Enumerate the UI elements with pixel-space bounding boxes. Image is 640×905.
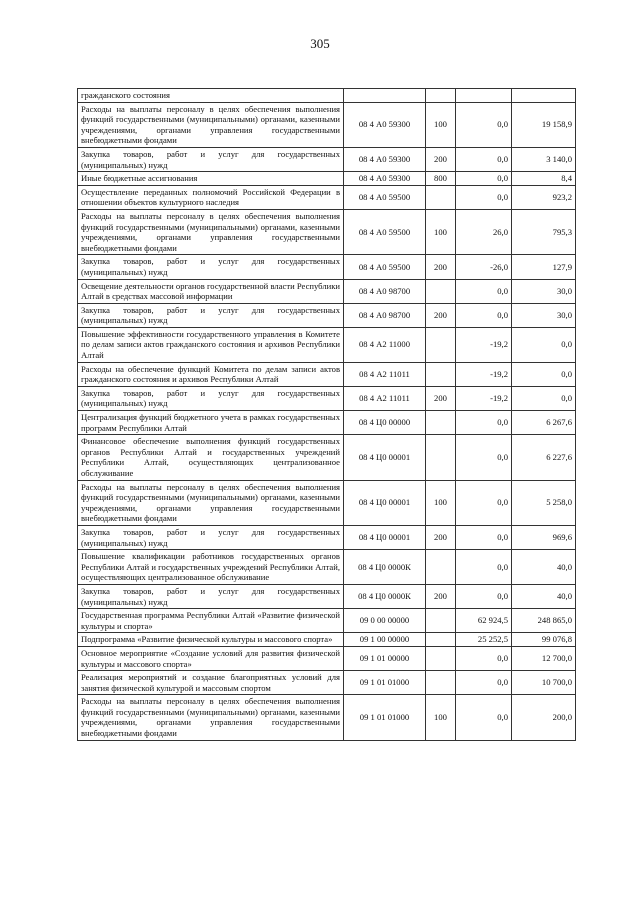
table-row xyxy=(78,147,576,171)
table-row xyxy=(78,303,576,327)
row-total-amount: 0,0 xyxy=(512,327,576,362)
row-change-amount: 25 252,5 xyxy=(456,633,512,647)
row-code: 09 1 00 00000 xyxy=(344,633,426,647)
table-row xyxy=(78,550,576,585)
row-code: 09 1 01 01000 xyxy=(344,695,426,740)
row-description: Повышение квалификации работников государственных органов Республики Алтай и государственных учреждений Республики Алтай, осуществляющих централизованное обслуживание xyxy=(78,550,344,585)
row-code: 08 4 А0 59500 xyxy=(344,209,426,254)
row-total-amount: 0,0 xyxy=(512,362,576,386)
table-row xyxy=(78,480,576,525)
row-total-amount: 0,0 xyxy=(512,386,576,410)
row-description: Закупка товаров, работ и услуг для государственных (муниципальных) нужд xyxy=(78,584,344,608)
row-description: Расходы на обеспечение функций Комитета по делам записи актов гражданского состояния и архивов Республики Алтай xyxy=(78,362,344,386)
row-expense-type: 800 xyxy=(426,172,456,186)
table-row xyxy=(78,525,576,549)
row-change-amount: 62 924,5 xyxy=(456,609,512,633)
row-change-amount: 0,0 xyxy=(456,550,512,585)
row-change-amount: 0,0 xyxy=(456,185,512,209)
row-total-amount: 30,0 xyxy=(512,303,576,327)
row-description: Основное мероприятие «Создание условий для развития физической культуры и массового спорта» xyxy=(78,646,344,670)
row-total-amount: 5 258,0 xyxy=(512,480,576,525)
row-expense-type xyxy=(426,609,456,633)
table-row xyxy=(78,279,576,303)
row-total-amount: 8,4 xyxy=(512,172,576,186)
row-expense-type xyxy=(426,671,456,695)
table-row xyxy=(78,172,576,186)
table-row xyxy=(78,646,576,670)
table-row xyxy=(78,102,576,147)
row-expense-type xyxy=(426,633,456,647)
row-code: 08 4 А0 98700 xyxy=(344,303,426,327)
row-change-amount: 0,0 xyxy=(456,172,512,186)
row-code: 08 4 Ц0 00001 xyxy=(344,480,426,525)
page-number: 305 xyxy=(310,36,330,51)
row-code: 09 0 00 00000 xyxy=(344,609,426,633)
row-code xyxy=(344,89,426,103)
row-change-amount xyxy=(456,89,512,103)
row-change-amount: 0,0 xyxy=(456,303,512,327)
row-total-amount: 99 076,8 xyxy=(512,633,576,647)
row-description: Закупка товаров, работ и услуг для государственных (муниципальных) нужд xyxy=(78,525,344,549)
table-row xyxy=(78,411,576,435)
row-expense-type: 100 xyxy=(426,480,456,525)
row-change-amount: 0,0 xyxy=(456,435,512,480)
row-expense-type: 200 xyxy=(426,147,456,171)
row-change-amount: 0,0 xyxy=(456,646,512,670)
row-expense-type xyxy=(426,279,456,303)
row-expense-type: 200 xyxy=(426,525,456,549)
row-change-amount: 0,0 xyxy=(456,584,512,608)
row-code: 09 1 01 00000 xyxy=(344,646,426,670)
row-total-amount: 30,0 xyxy=(512,279,576,303)
row-change-amount: -26,0 xyxy=(456,255,512,279)
row-code: 08 4 А2 11011 xyxy=(344,386,426,410)
table-row xyxy=(78,327,576,362)
row-change-amount: 0,0 xyxy=(456,411,512,435)
row-change-amount: -19,2 xyxy=(456,386,512,410)
row-description: Централизация функций бюджетного учета в рамках государственных программ Республики Алтай xyxy=(78,411,344,435)
row-description: Расходы на выплаты персоналу в целях обеспечения выполнения функций государственными (муниципальными) органами, казенными учреждениями, органами управления государственными внебюджетными фондами xyxy=(78,102,344,147)
row-description: Расходы на выплаты персоналу в целях обеспечения выполнения функций государственными (муниципальными) органами, казенными учреждениями, органами управления государственными внебюджетными фондами xyxy=(78,480,344,525)
table-row xyxy=(78,362,576,386)
row-code: 08 4 А2 11011 xyxy=(344,362,426,386)
row-description: Иные бюджетные ассигнования xyxy=(78,172,344,186)
row-code: 08 4 А0 98700 xyxy=(344,279,426,303)
row-description: Закупка товаров, работ и услуг для государственных (муниципальных) нужд xyxy=(78,147,344,171)
row-expense-type: 100 xyxy=(426,102,456,147)
row-change-amount: -19,2 xyxy=(456,327,512,362)
row-total-amount: 969,6 xyxy=(512,525,576,549)
row-expense-type: 200 xyxy=(426,255,456,279)
table-row xyxy=(78,609,576,633)
row-expense-type xyxy=(426,327,456,362)
row-total-amount: 19 158,9 xyxy=(512,102,576,147)
row-change-amount: 0,0 xyxy=(456,480,512,525)
row-expense-type: 200 xyxy=(426,303,456,327)
row-description: гражданского состояния xyxy=(78,89,344,103)
table-row xyxy=(78,185,576,209)
row-description: Освещение деятельности органов государственной власти Республики Алтай в средствах массовой информации xyxy=(78,279,344,303)
row-code: 09 1 01 01000 xyxy=(344,671,426,695)
row-change-amount: 0,0 xyxy=(456,147,512,171)
row-description: Закупка товаров, работ и услуг для государственных (муниципальных) нужд xyxy=(78,255,344,279)
row-change-amount: 0,0 xyxy=(456,279,512,303)
row-expense-type: 200 xyxy=(426,584,456,608)
row-code: 08 4 А0 59300 xyxy=(344,147,426,171)
row-total-amount: 6 267,6 xyxy=(512,411,576,435)
table-row xyxy=(78,386,576,410)
row-code: 08 4 А0 59500 xyxy=(344,185,426,209)
row-total-amount: 40,0 xyxy=(512,584,576,608)
row-change-amount: 0,0 xyxy=(456,671,512,695)
table-row xyxy=(78,209,576,254)
row-description: Повышение эффективности государственного управления в Комитете по делам записи актов гражданского состояния и архивов Республики Алтай xyxy=(78,327,344,362)
row-total-amount: 127,9 xyxy=(512,255,576,279)
table-row xyxy=(78,695,576,740)
row-total-amount xyxy=(512,89,576,103)
row-description: Расходы на выплаты персоналу в целях обеспечения выполнения функций государственными (муниципальными) органами, казенными учреждениями, органами управления государственными внебюджетными фондами xyxy=(78,695,344,740)
row-code: 08 4 А0 59300 xyxy=(344,172,426,186)
row-total-amount: 795,3 xyxy=(512,209,576,254)
row-code: 08 4 А2 11000 xyxy=(344,327,426,362)
row-expense-type: 100 xyxy=(426,209,456,254)
row-code: 08 4 Ц0 00001 xyxy=(344,435,426,480)
row-code: 08 4 Ц0 0000К xyxy=(344,584,426,608)
row-code: 08 4 А0 59300 xyxy=(344,102,426,147)
row-change-amount: 0,0 xyxy=(456,695,512,740)
table-row xyxy=(78,255,576,279)
row-expense-type: 200 xyxy=(426,386,456,410)
row-change-amount: 0,0 xyxy=(456,525,512,549)
budget-table xyxy=(77,88,576,741)
row-expense-type: 100 xyxy=(426,695,456,740)
row-expense-type xyxy=(426,550,456,585)
row-description: Осуществление переданных полномочий Российской Федерации в отношении объектов культурного наследия xyxy=(78,185,344,209)
row-total-amount: 10 700,0 xyxy=(512,671,576,695)
row-description: Расходы на выплаты персоналу в целях обеспечения выполнения функций государственными (муниципальными) органами, казенными учреждениями, органами управления государственными внебюджетными фондами xyxy=(78,209,344,254)
row-expense-type xyxy=(426,89,456,103)
table-row xyxy=(78,584,576,608)
row-code: 08 4 Ц0 00000 xyxy=(344,411,426,435)
row-code: 08 4 А0 59500 xyxy=(344,255,426,279)
table-row xyxy=(78,435,576,480)
row-expense-type xyxy=(426,435,456,480)
table-row xyxy=(78,633,576,647)
row-description: Реализация мероприятий и создание благоприятных условий для занятия физической культурой и массовым спортом xyxy=(78,671,344,695)
table-row xyxy=(78,671,576,695)
budget-table-body xyxy=(78,89,576,741)
row-change-amount: 26,0 xyxy=(456,209,512,254)
table-row xyxy=(78,89,576,103)
row-total-amount: 6 227,6 xyxy=(512,435,576,480)
row-total-amount: 923,2 xyxy=(512,185,576,209)
row-total-amount: 3 140,0 xyxy=(512,147,576,171)
row-total-amount: 200,0 xyxy=(512,695,576,740)
row-description: Подпрограмма «Развитие физической культуры и массового спорта» xyxy=(78,633,344,647)
row-description: Закупка товаров, работ и услуг для государственных (муниципальных) нужд xyxy=(78,386,344,410)
row-total-amount: 12 700,0 xyxy=(512,646,576,670)
row-code: 08 4 Ц0 00001 xyxy=(344,525,426,549)
row-description: Государственная программа Республики Алтай «Развитие физической культуры и спорта» xyxy=(78,609,344,633)
row-expense-type xyxy=(426,411,456,435)
row-expense-type xyxy=(426,185,456,209)
row-description: Финансовое обеспечение выполнения функций государственных органов Республики Алтай и государственных учреждений Республики Алтай, осуществляющих централизованное обслуживание xyxy=(78,435,344,480)
row-change-amount: 0,0 xyxy=(456,102,512,147)
row-code: 08 4 Ц0 0000К xyxy=(344,550,426,585)
row-total-amount: 248 865,0 xyxy=(512,609,576,633)
row-change-amount: -19,2 xyxy=(456,362,512,386)
row-expense-type xyxy=(426,646,456,670)
row-total-amount: 40,0 xyxy=(512,550,576,585)
row-description: Закупка товаров, работ и услуг для государственных (муниципальных) нужд xyxy=(78,303,344,327)
row-expense-type xyxy=(426,362,456,386)
